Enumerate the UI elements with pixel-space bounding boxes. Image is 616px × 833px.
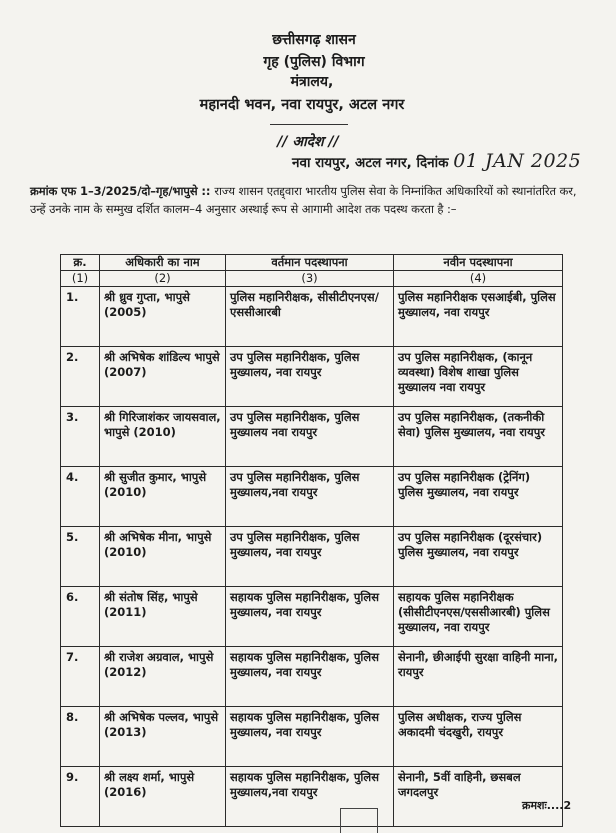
row-new-posting: उप पुलिस महानिरीक्षक (ट्रेनिंग) पुलिस मुख्यालय, नवा रायपुर bbox=[394, 467, 563, 527]
row-new-posting: उप पुलिस महानिरीक्षक (दूरसंचार) पुलिस मुख्यालय, नवा रायपुर bbox=[394, 527, 563, 587]
row-officer-name: श्री राजेश अग्रवाल, भापुसे (2012) bbox=[100, 647, 226, 707]
row-serial: 9. bbox=[61, 767, 100, 827]
row-officer-name: श्री संतोष सिंह, भापुसे (2011) bbox=[100, 587, 226, 647]
row-serial: 4. bbox=[61, 467, 100, 527]
row-officer-name: श्री अभिषेक पल्लव, भापुसे (2013) bbox=[100, 707, 226, 767]
row-current-posting: सहायक पुलिस महानिरीक्षक, पुलिस मुख्यालय, नवा रायपुर bbox=[226, 707, 394, 767]
col-number: (3) bbox=[226, 271, 394, 287]
table-row bbox=[61, 347, 563, 407]
table-column-number-row bbox=[61, 271, 563, 287]
row-serial: 5. bbox=[61, 527, 100, 587]
row-new-posting: पुलिस महानिरीक्षक एसआईबी, पुलिस मुख्यालय, नवा रायपुर bbox=[394, 287, 563, 347]
row-serial: 2. bbox=[61, 347, 100, 407]
header-current-posting: वर्तमान पदस्थापना bbox=[226, 255, 394, 271]
stamp-mark bbox=[340, 808, 378, 833]
table-row bbox=[61, 647, 563, 707]
row-current-posting: उप पुलिस महानिरीक्षक, पुलिस मुख्यालय, नवा रायपुर bbox=[226, 347, 394, 407]
row-new-posting: सहायक पुलिस महानिरीक्षक (सीसीटीएनएस/एससीआरबी) पुलिस मुख्यालय, नवा रायपुर bbox=[394, 587, 563, 647]
header-serial: क्र. bbox=[61, 255, 100, 271]
table-row bbox=[61, 767, 563, 827]
table-row bbox=[61, 407, 563, 467]
row-serial: 8. bbox=[61, 707, 100, 767]
row-officer-name: श्री अभिषेक मीना, भापुसे (2010) bbox=[100, 527, 226, 587]
row-new-posting: उप पुलिस महानिरीक्षक, (तकनीकी सेवा) पुलिस मुख्यालय, नवा रायपुर bbox=[394, 407, 563, 467]
col-number: (4) bbox=[394, 271, 563, 287]
table-row bbox=[61, 287, 563, 347]
row-officer-name: श्री लक्ष्य शर्मा, भापुसे (2016) bbox=[100, 767, 226, 827]
header-department: गृह (पुलिस) विभाग bbox=[263, 54, 365, 70]
table-header-row bbox=[61, 255, 563, 271]
row-serial: 6. bbox=[61, 587, 100, 647]
row-officer-name: श्री सुजीत कुमार, भापुसे (2010) bbox=[100, 467, 226, 527]
header-government: छत्तीसगढ़ शासन bbox=[272, 32, 356, 48]
table-row bbox=[61, 467, 563, 527]
order-title: // आदेश // bbox=[277, 134, 339, 150]
row-serial: 1. bbox=[61, 287, 100, 347]
order-reference: क्रमांक एफ 1–3/2025/दो–गृह/भापुसे :: bbox=[30, 184, 211, 198]
table-row bbox=[61, 707, 563, 767]
row-current-posting: पुलिस महानिरीक्षक, सीसीटीएनएस/एससीआरबी bbox=[226, 287, 394, 347]
header-divider bbox=[270, 124, 348, 125]
row-current-posting: सहायक पुलिस महानिरीक्षक, पुलिस मुख्यालय, नवा रायपुर bbox=[226, 647, 394, 707]
table-row bbox=[61, 527, 563, 587]
page-continued-marker: क्रमशः....2 bbox=[522, 799, 572, 812]
header-officer-name: अधिकारी का नाम bbox=[100, 255, 226, 271]
col-number: (1) bbox=[61, 271, 100, 287]
row-serial: 3. bbox=[61, 407, 100, 467]
header-new-posting: नवीन पदस्थापना bbox=[394, 255, 563, 271]
row-current-posting: उप पुलिस महानिरीक्षक, पुलिस मुख्यालय, नवा रायपुर bbox=[226, 527, 394, 587]
row-new-posting: पुलिस अधीक्षक, राज्य पुलिस अकादमी चंदखुरी, रायपुर bbox=[394, 707, 563, 767]
row-officer-name: श्री अभिषेक शांडिल्य भापुसे (2007) bbox=[100, 347, 226, 407]
intro-text: राज्य शासन एतद्द्वारा भारतीय पुलिस सेवा के निम्नांकित अधिकारियों को स्थानांतरित कर, उन्हें उनके नाम के सम्मुख दर्शित कालम–4 अनुसार अस्थाई रूप से आगामी आदेश तक पदस्थ करता है :– bbox=[30, 184, 577, 216]
header-address: महानदी भवन, नवा रायपुर, अटल नगर bbox=[199, 97, 405, 113]
order-place-date-label: नवा रायपुर, अटल नगर, दिनांक bbox=[292, 155, 449, 171]
col-number: (2) bbox=[100, 271, 226, 287]
row-serial: 7. bbox=[61, 647, 100, 707]
transfer-table bbox=[60, 254, 563, 827]
order-dateline bbox=[292, 150, 581, 172]
row-current-posting: उप पुलिस महानिरीक्षक, पुलिस मुख्यालय,नवा रायपुर bbox=[226, 467, 394, 527]
row-new-posting: सेनानी, 5वीं वाहिनी, छसबल जगदलपुर bbox=[394, 767, 563, 827]
row-current-posting: सहायक पुलिस महानिरीक्षक, पुलिस मुख्यालय,नवा रायपुर bbox=[226, 767, 394, 827]
row-current-posting: सहायक पुलिस महानिरीक्षक, पुलिस मुख्यालय, नवा रायपुर bbox=[226, 587, 394, 647]
row-current-posting: उप पुलिस महानिरीक्षक, पुलिस मुख्यालय नवा रायपुर bbox=[226, 407, 394, 467]
row-new-posting: उप पुलिस महानिरीक्षक, (कानून व्यवस्था) विशेष शाखा पुलिस मुख्यालय नवा रायपुर bbox=[394, 347, 563, 407]
row-officer-name: श्री ध्रुव गुप्ता, भापुसे (2005) bbox=[100, 287, 226, 347]
order-date: 01 JAN 2025 bbox=[453, 150, 582, 172]
intro-paragraph bbox=[30, 182, 590, 218]
row-new-posting: सेनानी, छीआईपी सुरक्षा वाहिनी माना, रायपुर bbox=[394, 647, 563, 707]
header-ministry: मंत्रालय, bbox=[290, 74, 334, 90]
row-officer-name: श्री गिरिजाशंकर जायसवाल, भापुसे (2010) bbox=[100, 407, 226, 467]
table-row bbox=[61, 587, 563, 647]
